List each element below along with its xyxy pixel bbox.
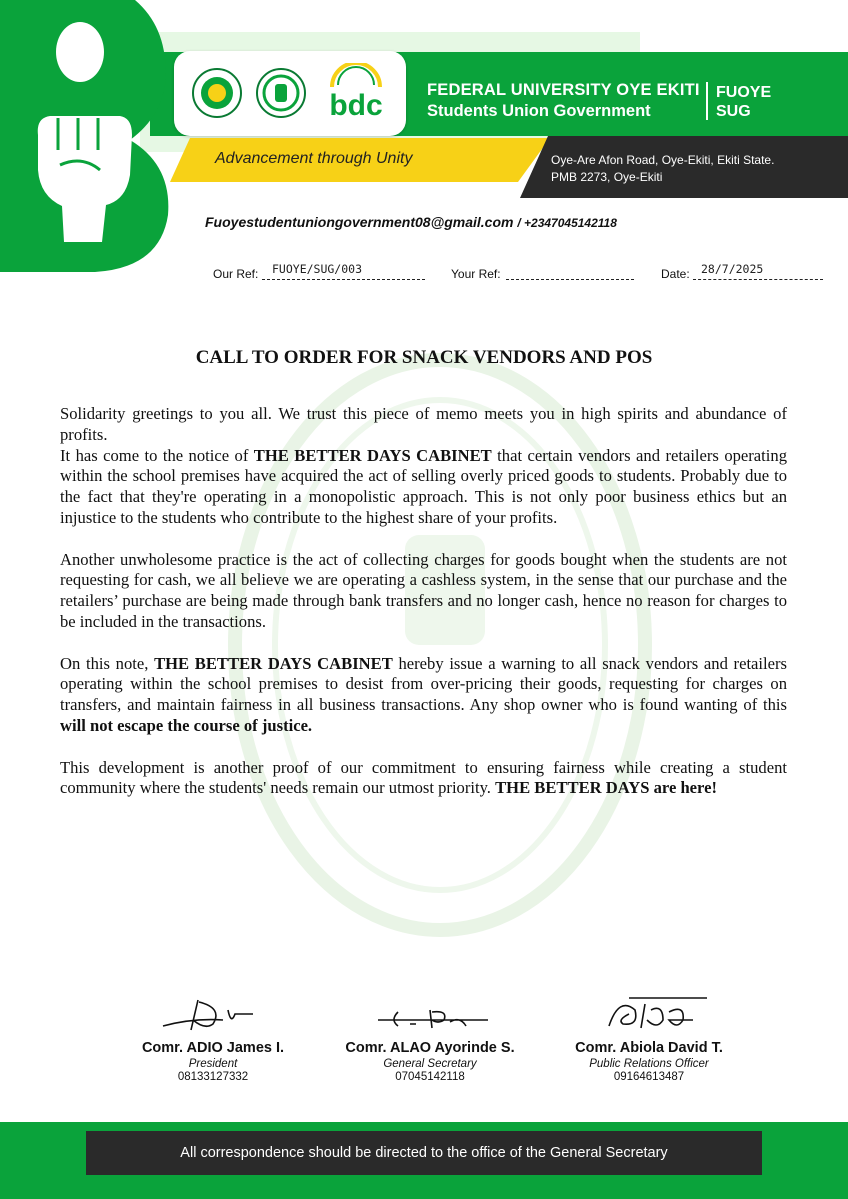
university-name: FEDERAL UNIVERSITY OYE EKITI [427, 81, 700, 99]
signatory-name: Comr. ADIO James I. [141, 1040, 285, 1056]
signature-2 [370, 990, 490, 1038]
signatory-name: Comr. Abiola David T. [575, 1040, 723, 1056]
university-seal-icon [192, 68, 242, 118]
motto: Advancement through Unity [215, 150, 413, 167]
signatory-pro [539, 990, 759, 1083]
sug-abbrev: SUG [716, 103, 751, 120]
date-value: 28/7/2025 [701, 262, 764, 276]
address-line-2: PMB 2273, Oye-Ekiti [551, 170, 663, 184]
signatory-phone: 07045142118 [395, 1071, 465, 1083]
memo-title: CALL TO ORDER FOR SNACK VENDORS AND POS [195, 347, 653, 368]
email-address: Fuoyestudentuniongovernment08@gmail.com [205, 214, 514, 230]
paragraph-charges: Another unwholesome practice is the act of collecting charges for goods bought when the students are not requesting for cash, we all believe we are operating a cashless system, in the sense that our purchase and the retailers’ purchase are being made through bank transfers and no longer cash, hence no reason for charges to be included in the transactions. [60, 549, 787, 631]
our-ref-label: Our Ref: [213, 267, 259, 281]
contact-phone: / +2347045142118 [517, 216, 617, 230]
signatory-president [103, 990, 323, 1083]
date-label: Date: [661, 267, 690, 281]
contact-line [205, 214, 617, 230]
paragraph-greeting: Solidarity greetings to you all. We trust this piece of memo meets you in high spirits and abundance of profits. [60, 404, 787, 444]
svg-text:bdc: bdc [329, 89, 383, 122]
logo-card [174, 51, 406, 136]
date-line [693, 279, 823, 280]
address-band [520, 136, 848, 198]
our-ref-value: FUOYE/SUG/003 [272, 262, 363, 276]
signatory-role: Public Relations Officer [589, 1058, 709, 1070]
our-ref-line [262, 279, 425, 280]
signatory-role: President [188, 1058, 238, 1070]
memo-body [60, 404, 787, 799]
signatory-name: Comr. ALAO Ayorinde S. [345, 1040, 515, 1056]
paragraph-warning: On this note, THE BETTER DAYS CABINET hereby issue a warning to all snack vendors and retailers operating within the school premises to desist from over-pricing their goods, requesting for charges on transfers, and maintain fairness in all business transactions. Any shop owner who is found wanting of this will not escape the course of justice. [60, 653, 787, 735]
paragraph-notice: It has come to the notice of THE BETTER DAYS CABINET that certain vendors and retailers operating within the school premises have acquired the act of selling overly priced goods to students. Probably due to the fact that they're operating in a monopolistic approach. This is not only poor business ethics but an injustice to the students who contribute to the highest share of your profits. [60, 445, 787, 527]
address-line-1: Oye-Are Afon Road, Oye-Ekiti, Ekiti State. [551, 153, 775, 167]
your-ref-line [506, 279, 634, 280]
eight-fist-emblem [0, 0, 170, 272]
header-divider [706, 82, 708, 120]
fuoye-abbrev: FUOYE [716, 84, 772, 101]
your-ref-label: Your Ref: [451, 267, 501, 281]
union-name: Students Union Government [427, 102, 651, 120]
signature-1 [153, 990, 273, 1038]
students-union-seal-icon [256, 68, 306, 118]
signature-3 [589, 990, 709, 1038]
signatory-general-secretary [320, 990, 540, 1083]
signatory-phone: 09164613487 [613, 1071, 685, 1083]
signatory-role: General Secretary [383, 1058, 477, 1070]
bdc-logo-icon [318, 63, 394, 123]
signatory-phone: 08133127332 [177, 1071, 249, 1083]
paragraph-closing: This development is another proof of our commitment to ensuring fairness while creating a student community where the students' needs remain our utmost priority. THE BETTER DAYS are here! [60, 757, 787, 798]
footer-note: All correspondence should be directed to the office of the General Secretary [86, 1131, 762, 1175]
